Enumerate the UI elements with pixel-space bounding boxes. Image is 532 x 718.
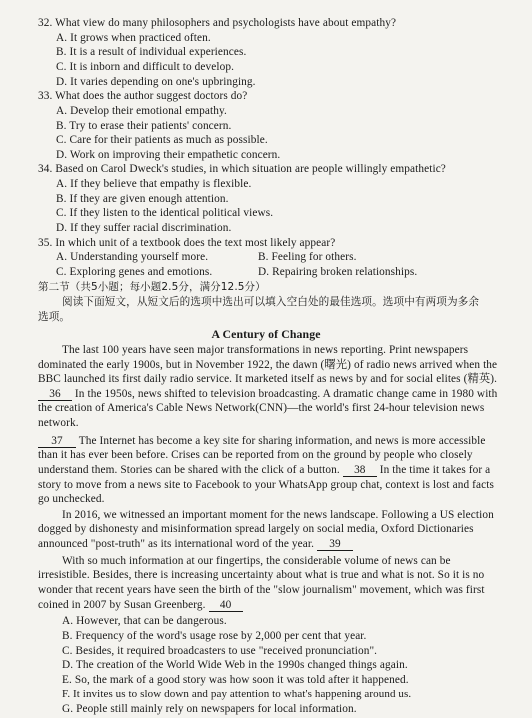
q33-option-a: A. Develop their emotional empathy. <box>56 104 227 117</box>
passage-text: In the time it takes for a <box>376 463 491 476</box>
passage-line: dominated the early 1900s, but in November 1922, the dawn (曙光) of radio news arrived when the <box>38 358 498 371</box>
passage-line: dogged by dishonesty and misinformation spread largely on social media, Oxford Dictionaries <box>38 523 474 536</box>
passage-line: network. <box>38 417 79 430</box>
q32-option-c: C. It is inborn and difficult to develop. <box>56 60 235 73</box>
passage-line: go unchecked. <box>38 493 105 506</box>
q34-option-a: A. If they believe that empathy is flexible. <box>56 178 252 190</box>
q34-option-d: D. If they suffer racial discrimination. <box>56 221 232 234</box>
q34-stem: 34. Based on Carol Dweck's studies, in which situation are people willingly empathetic? <box>38 163 446 176</box>
passage-text: understand them. Stories can be shared with the click of a button. <box>38 463 340 476</box>
q32-stem: 32. What view do many philosophers and psychologists have about empathy? <box>38 17 397 29</box>
passage-line: than it has ever been before. Crises can be reported from on the ground by people who closely <box>38 449 473 462</box>
option-f: F. It invites us to slow down and pay attention to what's happening around us. <box>62 688 412 701</box>
q33-option-b: B. Try to erase their patients' concern. <box>56 119 232 132</box>
blank-38: 38 <box>343 464 377 477</box>
passage-line-with-blank-39 <box>38 537 353 551</box>
blank-39: 39 <box>317 538 353 551</box>
passage-line: wonder that recent years have seen the birth of the "slow journalism" movement, which was first <box>38 584 485 596</box>
passage-line: With so much information at our fingertips, the considerable volume of news can be <box>62 554 451 567</box>
passage-line: story to move from a news site to Facebook to your WhatsApp group chat, context is lost and facts <box>38 478 494 491</box>
passage-text: The Internet has become a key site for sharing information, and news is more accessible <box>76 434 486 447</box>
passage-line-with-blank-40 <box>38 598 243 612</box>
passage-line: In 2016, we witnessed an important moment for the news landscape. Following a US election <box>62 508 494 521</box>
section-instruction-line1: 阅读下面短文，从短文后的选项中选出可以填入空白处的最佳选项。选项中有两项为多余 <box>62 296 480 309</box>
q32-option-a: A. It grows when practiced often. <box>56 31 211 44</box>
q35-option-a: A. Understanding yourself more. <box>56 251 209 264</box>
passage-text: coined in 2007 by Susan Greenberg. <box>38 598 206 611</box>
option-g: G. People still mainly rely on newspapers for local information. <box>62 703 357 715</box>
q32-option-b: B. It is a result of individual experiences. <box>56 46 247 59</box>
q33-option-d: D. Work on improving their empathetic concern. <box>56 148 281 161</box>
passage-line-with-blank-37 <box>38 434 486 448</box>
passage-title: A Century of Change <box>211 327 321 342</box>
blank-36: 36 <box>38 388 72 401</box>
q34-option-b: B. If they are given enough attention. <box>56 192 229 205</box>
passage-line: irresistible. Besides, there is increasing uncertainty about what is true and what is not. So it is no <box>38 569 485 582</box>
blank-37: 37 <box>38 435 76 448</box>
option-d: D. The creation of the World Wide Web in the 1990s changed things again. <box>62 659 408 672</box>
option-a: A. However, that can be dangerous. <box>62 615 227 628</box>
q35-stem: 35. In which unit of a textbook does the text most likely appear? <box>38 236 336 249</box>
passage-text: In the 1950s, news shifted to television broadcasting. A dramatic change came in 1980 with <box>72 387 498 400</box>
option-e: E. So, the mark of a good story was how soon it was told after it happened. <box>62 673 409 686</box>
option-b: B. Frequency of the word's usage rose by 2,000 per cent that year. <box>62 629 367 642</box>
q35-option-b: B. Feeling for others. <box>258 251 357 264</box>
section-instruction-line2: 选项。 <box>38 310 71 323</box>
q35-option-d: D. Repairing broken relationships. <box>258 265 418 278</box>
option-c: C. Besides, it required broadcasters to use "received pronunciation". <box>62 644 378 657</box>
passage-line-with-blank-38 <box>38 463 490 477</box>
passage-line: BBC launched its first daily radio service. It marketed itself as news by and for social elites (精英). <box>38 373 498 386</box>
section-heading: 第二节（共5小题；每小题2.5分，满分12.5分） <box>38 280 266 293</box>
q34-option-c: C. If they listen to the identical political views. <box>56 207 274 220</box>
passage-line: The last 100 years have seen major transformations in news reporting. Print newspapers <box>62 343 469 356</box>
q35-option-c: C. Exploring genes and emotions. <box>56 265 213 278</box>
passage-line-with-blank-36 <box>38 387 497 401</box>
q32-option-d: D. It varies depending on one's upbringing. <box>56 75 256 88</box>
q33-option-c: C. Care for their patients as much as possible. <box>56 134 268 147</box>
passage-text: announced "post-truth" as its international word of the year. <box>38 538 315 551</box>
q33-stem: 33. What does the author suggest doctors do? <box>38 90 248 103</box>
blank-40: 40 <box>209 599 243 612</box>
passage-line: the creation of America's Cable News Network(CNN)—the world's first 24-hour television news <box>38 402 485 415</box>
